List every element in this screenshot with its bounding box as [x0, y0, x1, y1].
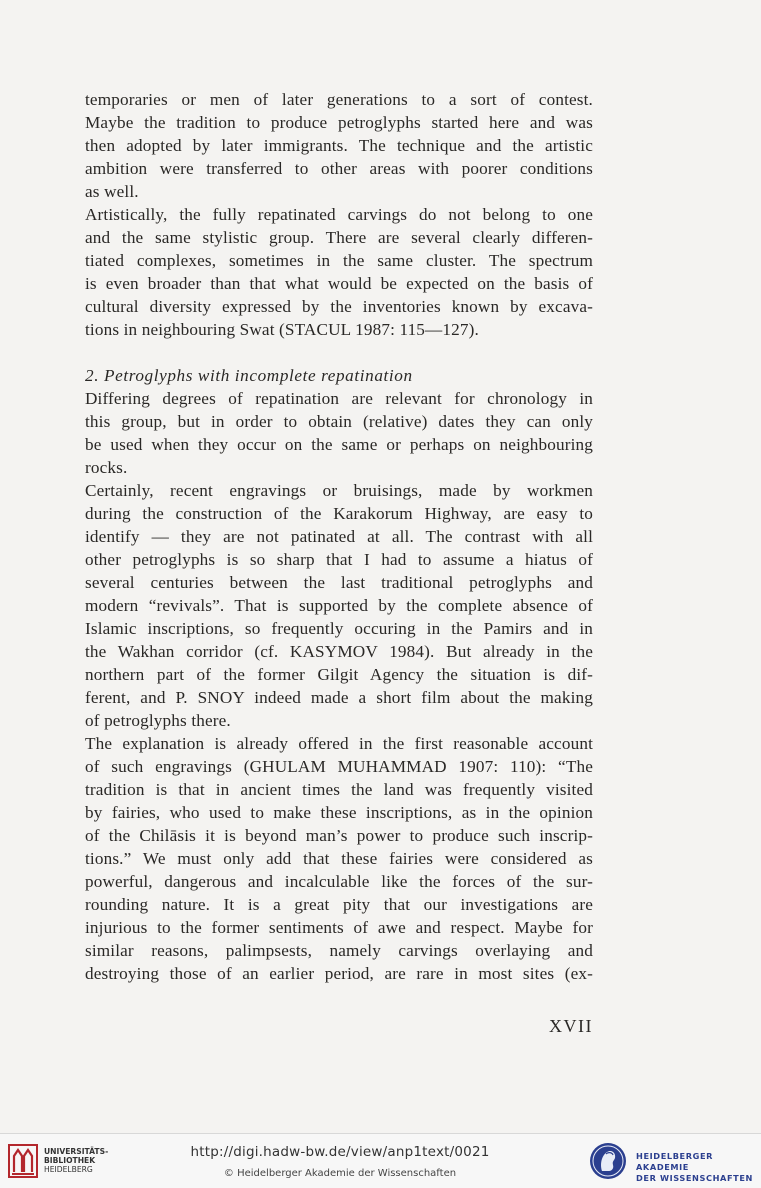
- text-line: northern part of the former Gilgit Agency the situation is dif-: [85, 665, 593, 684]
- text-line: powerful, dangerous and incalculable like the forces of the sur-: [85, 872, 593, 891]
- text-line: injurious to the former sentiments of awe and respect. Maybe for: [85, 918, 593, 937]
- academy-name-line: HEIDELBERGER AKADEMIE: [636, 1151, 714, 1172]
- academy-name: [636, 1151, 761, 1184]
- text-line: as well.: [85, 182, 139, 201]
- text-line: tions in neighbouring Swat (STACUL 1987: 115—127).: [85, 320, 479, 339]
- library-name-line: BIBLIOTHEK: [44, 1156, 96, 1165]
- text-line: and the same stylistic group. There are several clearly differen-: [85, 228, 593, 247]
- university-library-logo-icon[interactable]: [8, 1144, 38, 1178]
- page-body: [85, 88, 593, 985]
- text-line: cultural diversity expressed by the inventories known by excava-: [85, 297, 593, 316]
- text-line: Certainly, recent engravings or bruisings, made by workmen: [85, 481, 593, 500]
- text-line: tradition is that in ancient times the land was frequently visited: [85, 780, 593, 799]
- page-url-link[interactable]: http://digi.hadw-bw.de/view/anp1text/0021: [190, 1144, 490, 1160]
- text-line: during the construction of the Karakorum Highway, are easy to: [85, 504, 593, 523]
- text-line: Islamic inscriptions, so frequently occuring in the Pamirs and in: [85, 619, 593, 638]
- text-line: rounding nature. It is a great pity that our investigations are: [85, 895, 593, 914]
- text-line: ambition were transferred to other areas with poorer conditions: [85, 159, 593, 178]
- text-line: Differing degrees of repatination are relevant for chronology in: [85, 389, 593, 408]
- section-heading: 2. Petroglyphs with incomplete repatination: [85, 366, 413, 385]
- library-name-line: HEIDELBERG: [44, 1165, 93, 1174]
- text-line: other petroglyphs is so sharp that I had to assume a hiatus of: [85, 550, 593, 569]
- text-line: the Wakhan corridor (cf. KASYMOV 1984). But already in the: [85, 642, 593, 661]
- text-line: Artistically, the fully repatinated carvings do not belong to one: [85, 205, 593, 224]
- text-line: rocks.: [85, 458, 128, 477]
- copyright-notice: © Heidelberger Akademie der Wissenschaften: [223, 1168, 457, 1179]
- academy-seal-icon[interactable]: [588, 1139, 628, 1183]
- page-number: XVII: [549, 1016, 593, 1036]
- library-name: [44, 1147, 108, 1174]
- text-line: by fairies, who used to make these inscriptions, as in the opinion: [85, 803, 593, 822]
- text-line: identify — they are not patinated at all. The contrast with all: [85, 527, 593, 546]
- text-line: temporaries or men of later generations to a sort of contest.: [85, 90, 593, 109]
- text-line: similar reasons, palimpsests, namely carvings overlaying and: [85, 941, 593, 960]
- text-line: modern “revivals”. That is supported by the complete absence of: [85, 596, 593, 615]
- library-name-line: UNIVERSITÄTS-: [44, 1147, 109, 1156]
- text-line: several centuries between the last traditional petroglyphs and: [85, 573, 593, 592]
- text-line: be used when they occur on the same or perhaps on neighbouring: [85, 435, 593, 454]
- text-line: of such engravings (GHULAM MUHAMMAD 1907: 110): “The: [85, 757, 593, 776]
- text-line: of the Chilāsis it is beyond man’s power to produce such inscrip-: [85, 826, 593, 845]
- text-line: ferent, and P. SNOY indeed made a short film about the making: [85, 688, 593, 707]
- footer-bar: [0, 1133, 761, 1188]
- text-line: Maybe the tradition to produce petroglyphs started here and was: [85, 113, 593, 132]
- academy-name-line: DER WISSENSCHAFTEN: [636, 1173, 754, 1183]
- text-line: then adopted by later immigrants. The technique and the artistic: [85, 136, 593, 155]
- text-line: tions.” We must only add that these fairies were considered as: [85, 849, 593, 868]
- text-line: of petroglyphs there.: [85, 711, 231, 730]
- text-line: destroying those of an earlier period, are rare in most sites (ex-: [85, 964, 593, 983]
- text-line: this group, but in order to obtain (relative) dates they can only: [85, 412, 593, 431]
- text-line: The explanation is already offered in the first reasonable account: [85, 734, 593, 753]
- text-line: tiated complexes, sometimes in the same cluster. The spectrum: [85, 251, 593, 270]
- text-line: is even broader than that what would be expected on the basis of: [85, 274, 593, 293]
